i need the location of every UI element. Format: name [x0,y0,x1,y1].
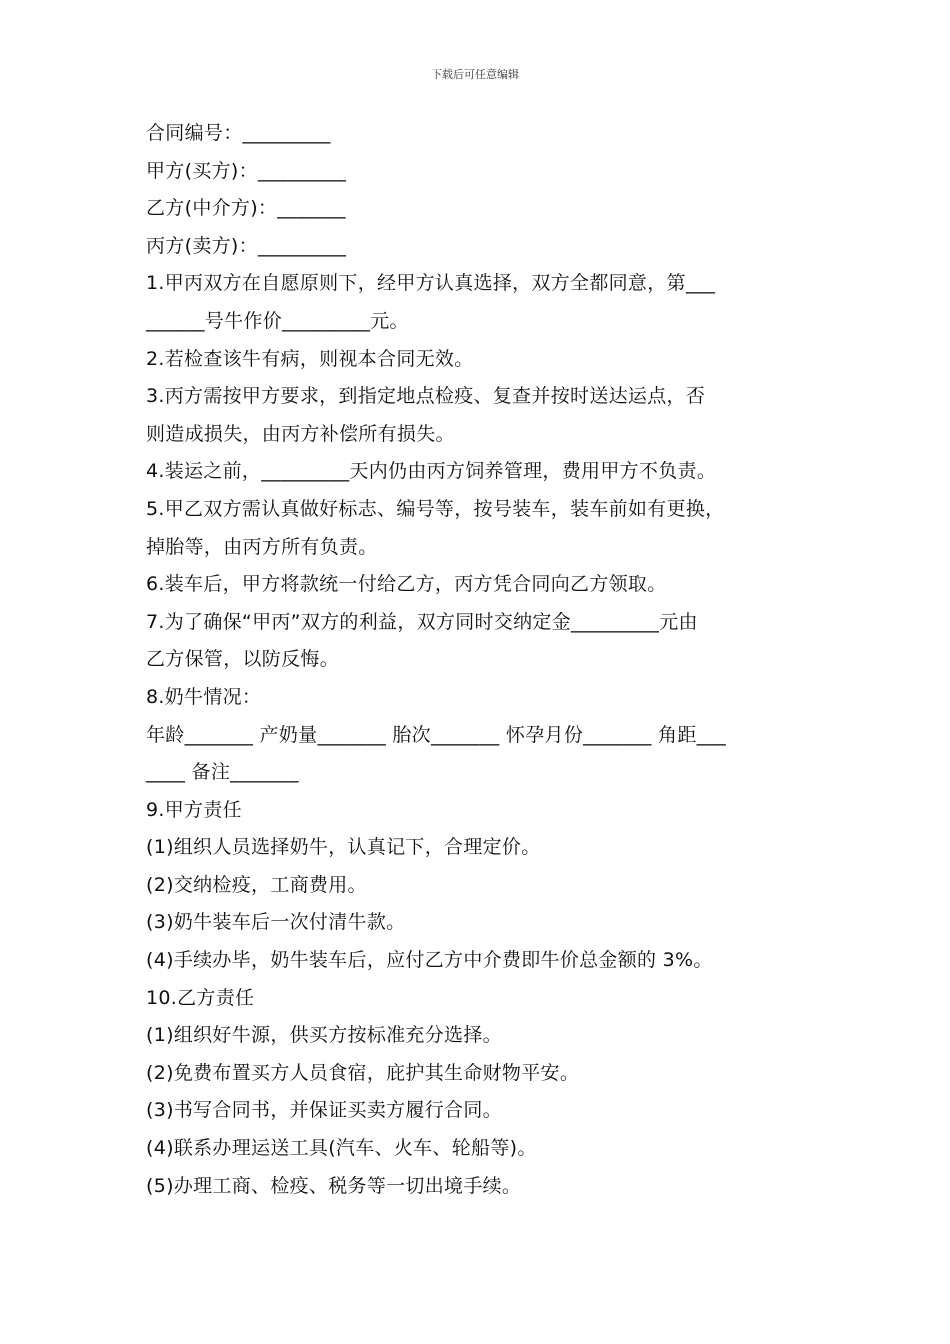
clause-10-item-3: (3)书写合同书，并保证买卖方履行合同。 [146,1099,502,1122]
contract-body [146,115,826,1205]
clause-9-item-2: (2)交纳检疫，工商费用。 [146,873,367,896]
clause-10-item-2: (2)免费布置买方人员食宿，庇护其生命财物平安。 [146,1061,580,1084]
clause-4: 4.装运之前，_________天内仍由丙方饲养管理，费用甲方不负责。 [146,460,717,483]
party-a-line: 甲方(买方)：_________ [146,159,347,182]
party-b-line: 乙方(中介方)：_______ [146,197,346,220]
cow-info-line-1: 年龄_______ 产奶量_______ 胎次_______ 怀孕月份_______ 角距___ [146,723,727,746]
clause-9-item-1: (1)组织人员选择奶牛，认真记下，合理定价。 [146,836,541,859]
clause-6: 6.装车后，甲方将款统一付给乙方，丙方凭合同向乙方领取。 [146,573,667,596]
clause-7-line-2: 乙方保管，以防反悔。 [146,648,340,671]
clause-7-line-1: 7.为了确保“甲丙”双方的利益，双方同时交纳定金_________元由 [146,610,698,633]
contract-number-line: 合同编号：_________ [146,122,331,144]
clause-8-heading: 8.奶牛情况： [146,685,262,708]
clause-5-line-2: 掉胎等，由丙方所有负责。 [146,535,378,558]
clause-1-line-1: 1.甲丙双方在自愿原则下，经甲方认真选择，双方全都同意，第___ [146,272,716,295]
clause-2: 2.若检查该牛有病，则视本合同无效。 [146,347,474,370]
party-c-line: 丙方(卖方)：_________ [146,234,347,257]
cow-info-line-2: ____ 备注_______ [146,761,299,784]
clause-9-item-4: (4)手续办毕，奶牛装车后，应付乙方中介费即牛价总金额的 3%。 [146,949,713,972]
clause-10-heading: 10.乙方责任 [146,986,255,1009]
clause-5-line-1: 5.甲乙双方需认真做好标志、编号等，按号装车，装车前如有更换， [146,497,725,520]
clause-10-item-1: (1)组织好牛源，供买方按标准充分选择。 [146,1024,502,1047]
clause-3-line-1: 3.丙方需按甲方要求，到指定地点检疫、复查并按时送达运点，否 [146,385,706,408]
clause-9-item-3: (3)奶牛装车后一次付清牛款。 [146,911,406,934]
clause-1-line-2: ______号牛作价_________元。 [146,309,409,332]
clause-3-line-2: 则造成损失，由丙方补偿所有损失。 [146,422,455,445]
clause-9-heading: 9.甲方责任 [146,798,242,821]
clause-10-item-4: (4)联系办理运送工具(汽车、火车、轮船等)。 [146,1137,537,1160]
clause-10-item-5: (5)办理工商、检疫、税务等一切出境手续。 [146,1174,522,1197]
page-header: 下载后可任意编辑 [431,68,519,81]
